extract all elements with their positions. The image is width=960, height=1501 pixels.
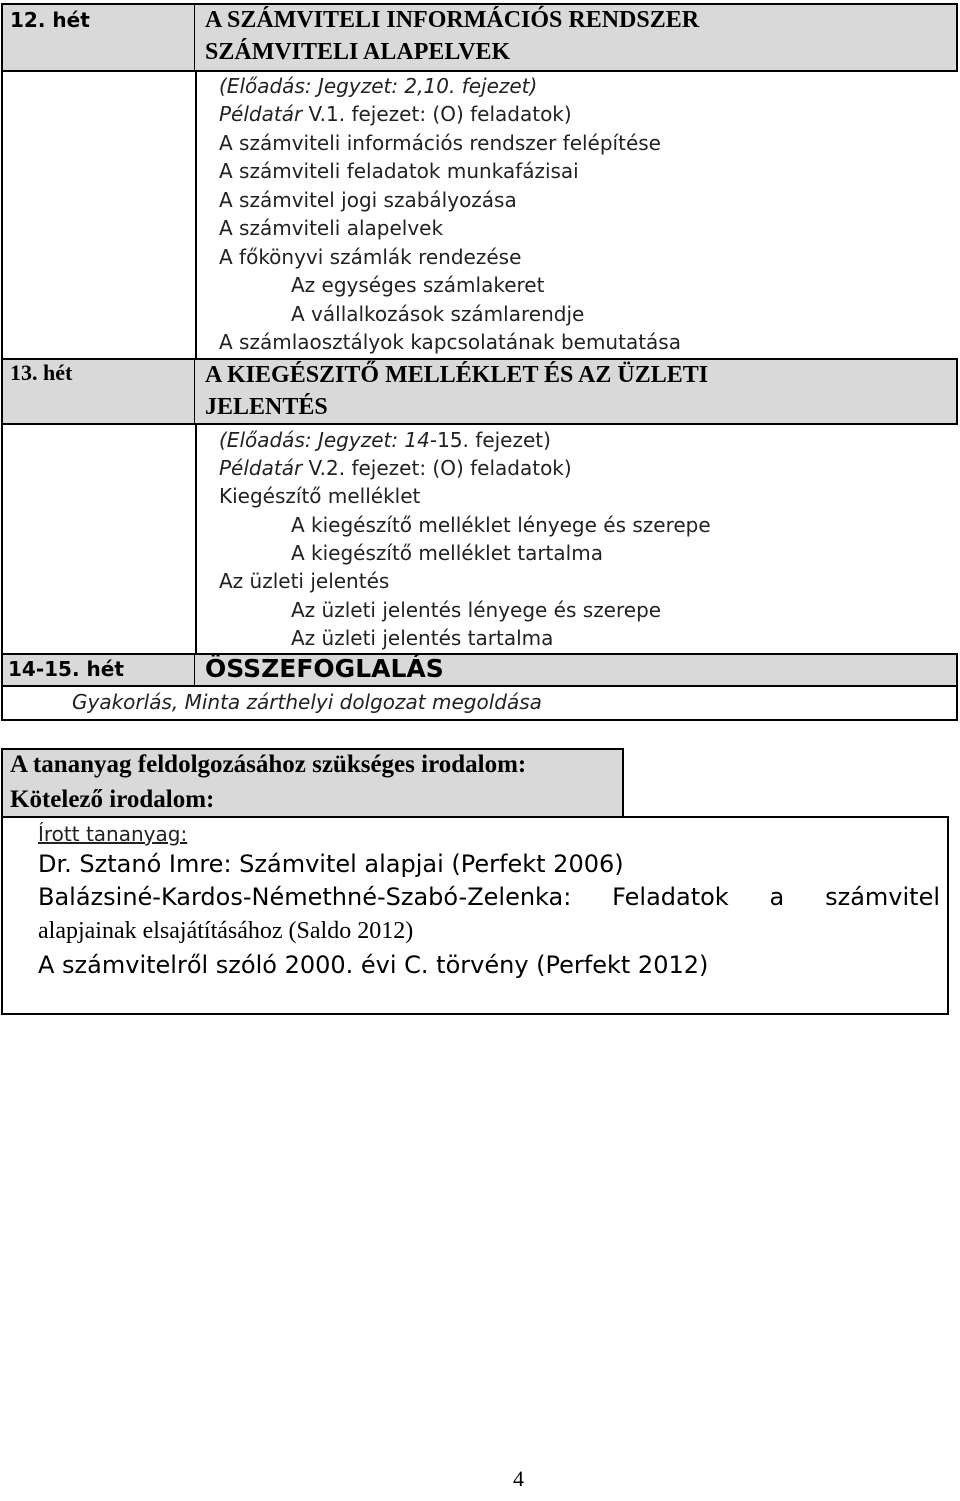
week13-lecture-prefix: (Előadás: Jegyzet: 14 [219,428,430,452]
week12-workbook [219,100,572,129]
literature-item-2-line1 [38,883,940,911]
week12-label: 12. hét [10,8,90,32]
week12-lecture: (Előadás: Jegyzet: 2,10. fejezet) [219,74,538,98]
week12-topic-3: A számvitel jogi szabályozása [219,188,517,212]
week12-subtopic-2: A vállalkozások számlarendje [291,302,585,326]
week12-topic-4: A számviteli alapelvek [219,216,444,240]
week13-topic-1-sub-2: A kiegészítő melléklet tartalma [291,541,603,565]
week13-lecture-rest: -15. fejezet) [429,428,551,452]
week13-workbook [219,454,572,483]
week12-title-line2: SZÁMVITELI ALAPELVEK [205,39,511,65]
week13-lecture [219,426,551,455]
week12-workbook-prefix: Példatár [219,102,303,126]
literature-mandatory: Kötelező irodalom: [10,786,215,813]
week13-workbook-prefix: Példatár [219,456,303,480]
week13-label: 13. hét [10,360,73,385]
literature-item-3: A számvitelről szóló 2000. évi C. törvény (Perfekt 2012) [38,951,709,979]
literature-header: A tananyag feldolgozásához szükséges irodalom: [10,751,527,778]
week13-workbook-rest: V.2. fejezet: (O) feladatok) [302,456,572,480]
literature-item-2-word-4: számvitel [825,883,940,911]
week12-topic-5: A főkönyvi számlák rendezése [219,245,522,269]
week13-title-line1: A KIEGÉSZITŐ MELLÉKLET ÉS AZ ÜZLETI [205,362,709,388]
week12-subtopic-1: Az egységes számlakeret [291,273,545,297]
literature-item-2-line2: alapjainak elsajátításához (Saldo 2012) [38,918,414,944]
week13-topic-1: Kiegészítő melléklet [219,484,421,508]
week14-label: 14-15. hét [8,657,124,681]
week14-title: ÖSSZEFOGLALÁS [205,654,444,683]
week13-topic-1-sub-1: A kiegészítő melléklet lényege és szerepe [291,513,711,537]
literature-item-2-word-1: Balázsiné-Kardos-Némethné-Szabó-Zelenka: [38,883,572,911]
week13-topic-2: Az üzleti jelentés [219,569,390,593]
literature-written: Írott tananyag: [38,822,188,846]
week12-left-border [1,70,3,360]
week13-title-line2: JELENTÉS [205,394,328,420]
week14-note: Gyakorlás, Minta zárthelyi dolgozat megoldása [72,690,542,714]
literature-item-2-word-2: Feladatok [612,883,729,911]
literature-content-top-border [622,816,949,818]
week12-topic-1: A számviteli információs rendszer felépítése [219,131,661,155]
week12-topic-2: A számviteli feladatok munkafázisai [219,159,579,183]
literature-item-2-word-3: a [769,883,785,911]
week13-mid-border [195,423,197,655]
week13-topic-2-sub-1: Az üzleti jelentés lényege és szerepe [291,598,662,622]
literature-item-1: Dr. Sztanó Imre: Számvitel alapjai (Perfekt 2006) [38,850,624,878]
week12-workbook-rest: V.1. fejezet: (O) feladatok) [302,102,572,126]
week12-mid-border [195,70,197,360]
week12-last-topic: A számlaosztályok kapcsolatának bemutatása [219,330,681,354]
page-number: 4 [513,1466,524,1491]
week13-topic-2-sub-2: Az üzleti jelentés tartalma [291,626,554,650]
week12-title-line1: A SZÁMVITELI INFORMÁCIÓS RENDSZER [205,7,700,33]
week13-left-border [1,423,3,655]
